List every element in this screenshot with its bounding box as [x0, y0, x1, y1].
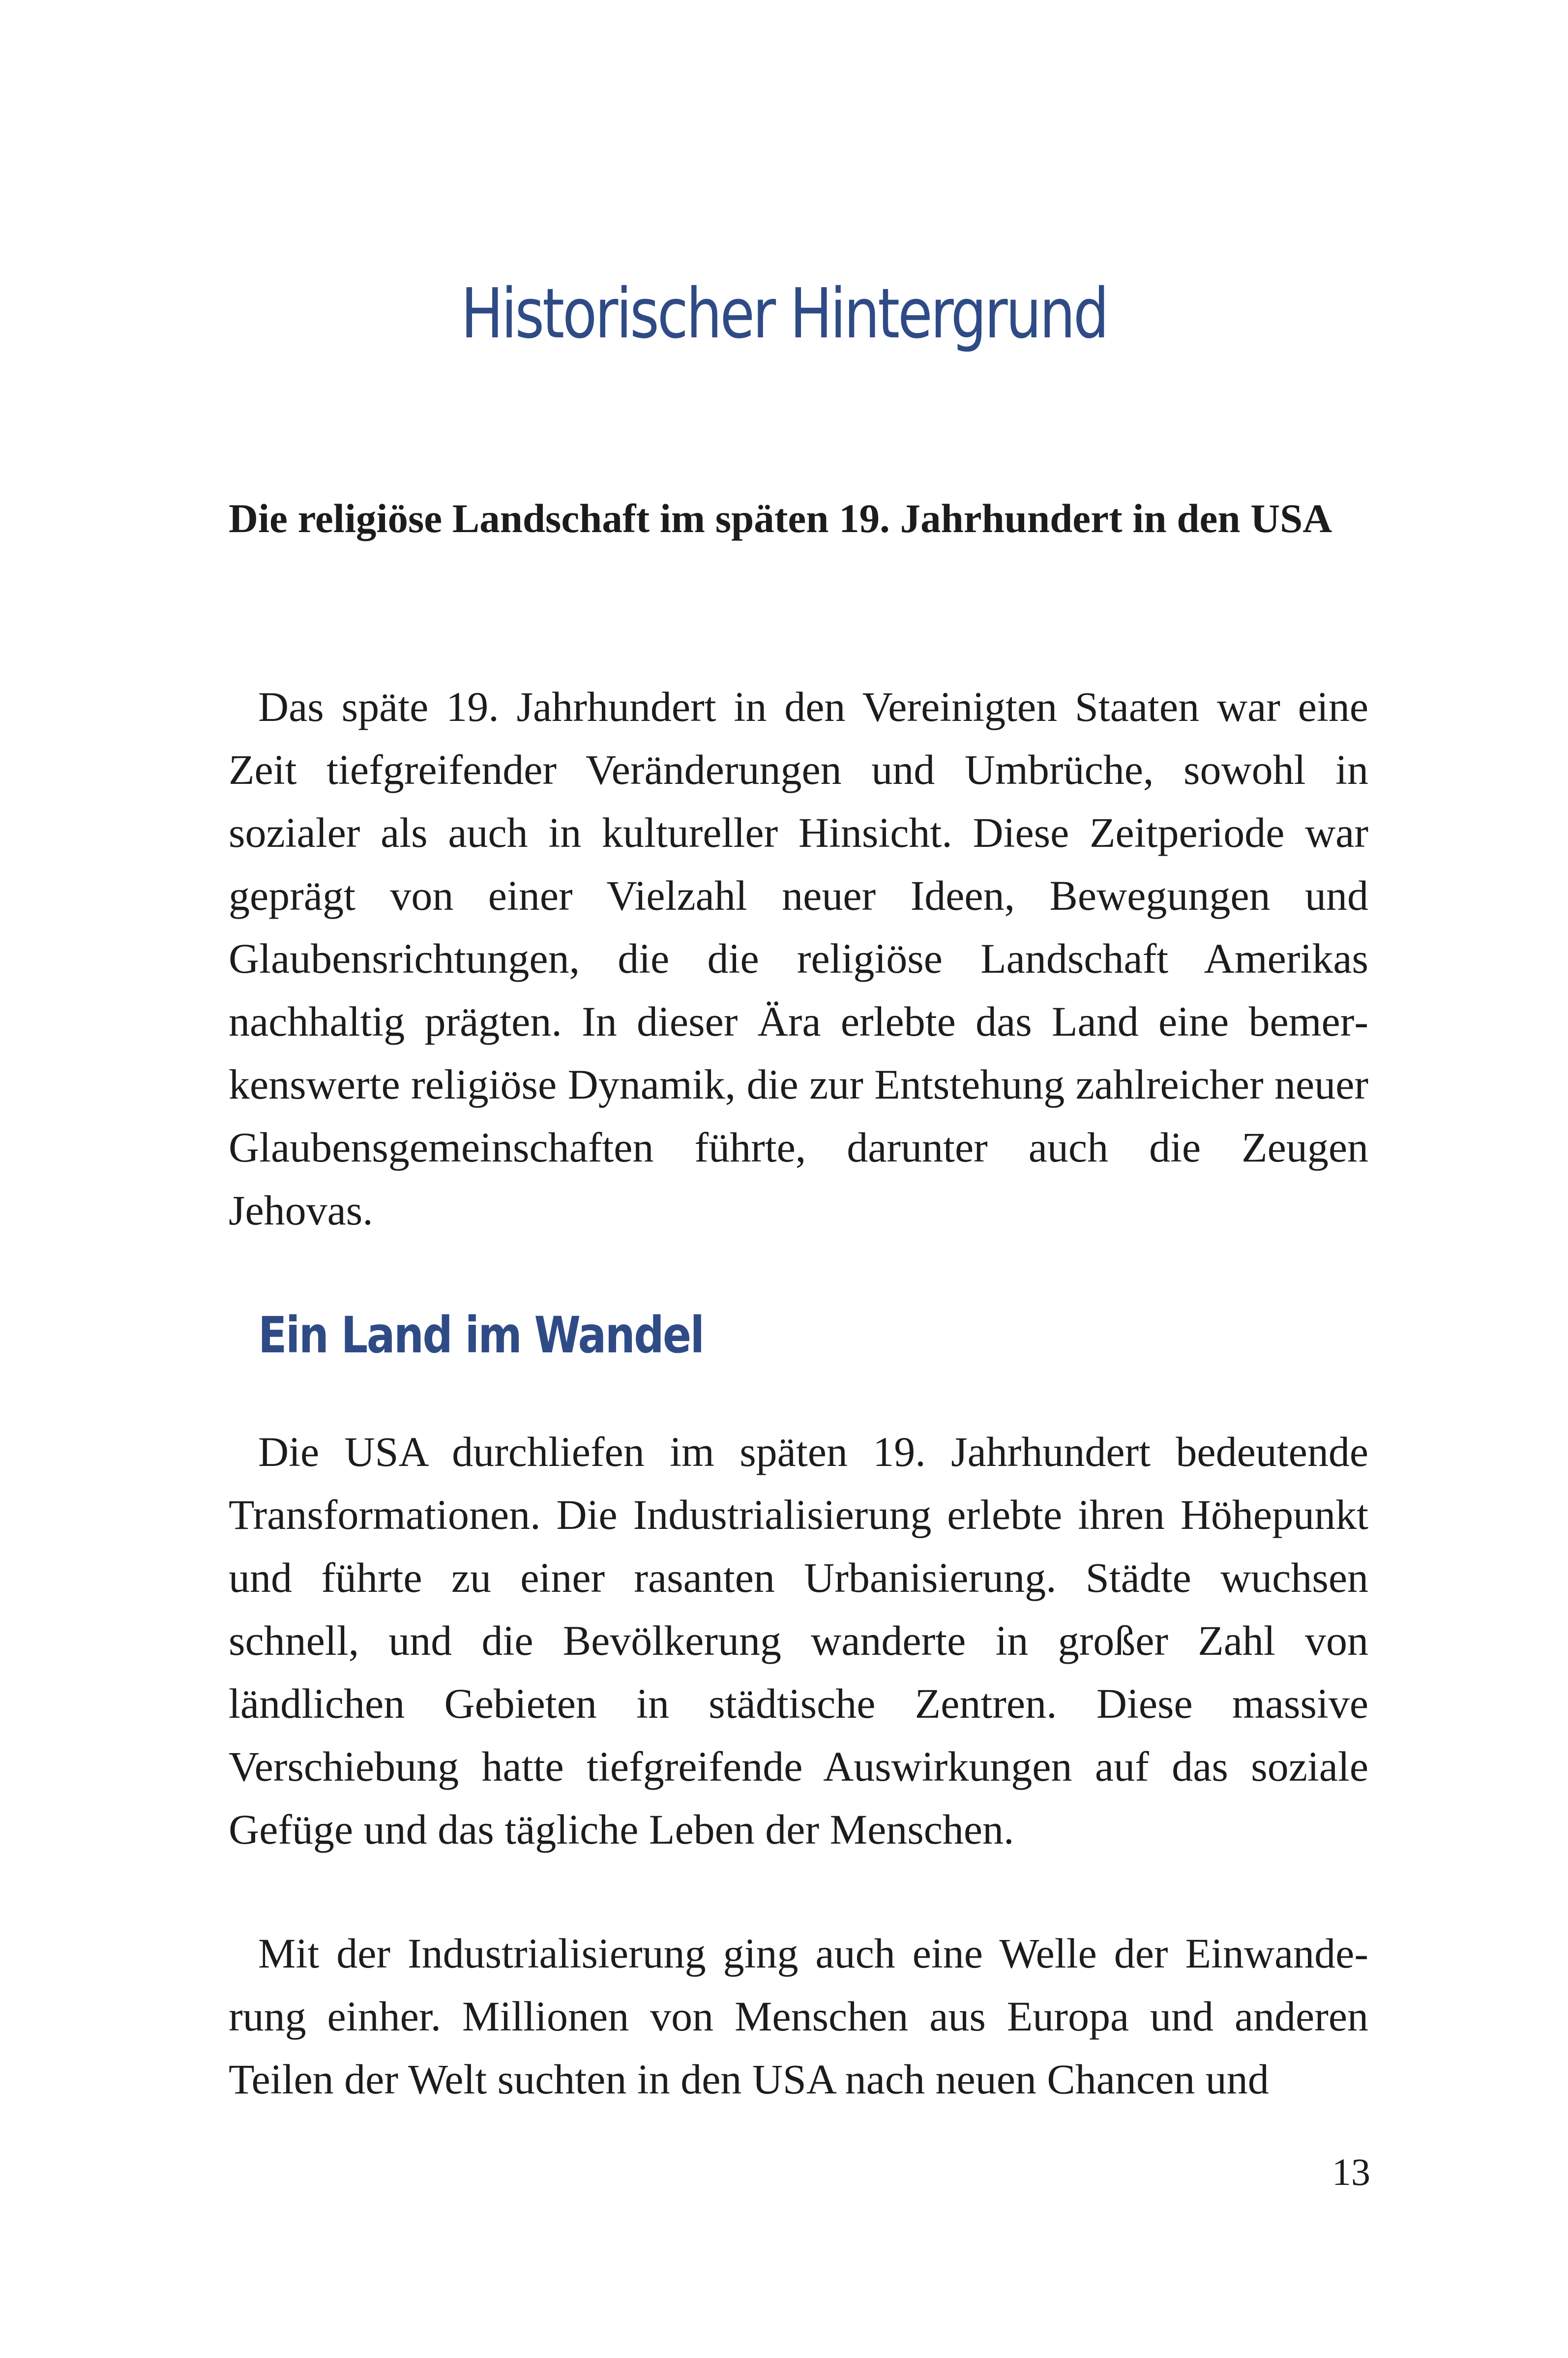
page-number: 13 — [1332, 2150, 1370, 2193]
body-paragraph-2: Die USA durchliefen im späten 19. Jahrhundert bedeutende Transformationen. Die Industrialisierung erlebte ihren Höhepunkt und führte zu einer rasanten Urbanisierung. Städte wuchsen schnell, und die Bevölkerung wanderte in großer Zahl von ländlichen Gebieten in städtische Zentren. Diese massive Verschiebung hatte tiefgreifende Auswirkungen auf das soziale Gefüge und das tägliche Leben der Menschen. — [229, 1428, 1368, 1853]
body-paragraph-1: Das späte 19. Jahrhundert in den Vereinigten Staaten war eine Zeit tiefgreifender Veränderungen und Umbrüche, sowohl in sozialer als auch in kultureller Hinsicht. Diese Zeitperiode war geprägt von einer Vielzahl neuer Ideen, Bewegungen und Glaubensrichtungen, die die religiöse Landschaft Amerikas nachhaltig prägten. In dieser Ära erlebte das Land eine bemerkenswerte religiöse Dynamik, die zur Entstehung zahlreicher neuer Glaubensgemeinschaften führte, darunter auch die Zeugen Jehovas. — [229, 683, 1368, 1234]
subsection-heading: Ein Land im Wandel — [258, 1306, 704, 1365]
section-heading: Die religiöse Landschaft im späten 19. Jahrhundert in den USA — [229, 496, 1332, 541]
body-paragraph-3: Mit der Industrialisierung ging auch eine Welle der Einwanderung einher. Millionen von Menschen aus Europa und anderen Teilen der Welt suchten in den USA nach neuen Chancen und — [229, 1930, 1368, 2103]
chapter-title: Historischer Hintergrund — [461, 274, 1107, 354]
